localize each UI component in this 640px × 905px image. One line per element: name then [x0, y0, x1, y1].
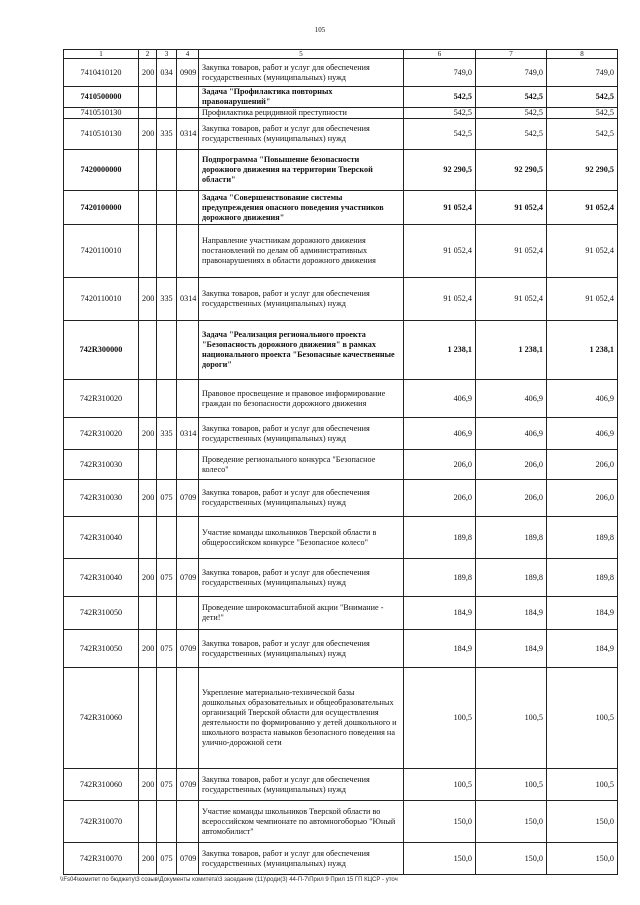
row-value-7: 206,0 — [476, 450, 547, 480]
page-number: 105 — [314, 26, 326, 34]
row-code: 742R310060 — [64, 769, 139, 801]
table-row — [64, 150, 618, 191]
row-col-3 — [157, 380, 177, 418]
row-value-8: 1 238,1 — [547, 321, 618, 380]
column-header: 1 — [64, 50, 139, 59]
row-col-2: 200 — [139, 769, 157, 801]
row-col-3: 075 — [157, 843, 177, 875]
row-col-3 — [157, 225, 177, 278]
row-col-3 — [157, 801, 177, 843]
row-col-4: 0709 — [177, 843, 199, 875]
row-description: Профилактика рецидивной преступности — [199, 108, 404, 119]
row-value-6: 206,0 — [404, 480, 476, 517]
row-col-4: 0314 — [177, 119, 199, 150]
row-col-4 — [177, 597, 199, 630]
row-code: 742R310020 — [64, 418, 139, 450]
row-value-7: 91 052,4 — [476, 278, 547, 321]
row-col-2: 200 — [139, 418, 157, 450]
row-value-6: 184,9 — [404, 597, 476, 630]
column-header: 3 — [157, 50, 177, 59]
column-header: 2 — [139, 50, 157, 59]
row-value-7: 406,9 — [476, 418, 547, 450]
table-row — [64, 418, 618, 450]
row-description: Участие команды школьников Тверской области во всероссийском чемпионате по автомногоборью "Юный автомобилист" — [199, 801, 404, 843]
row-col-2 — [139, 380, 157, 418]
row-value-8: 100,5 — [547, 769, 618, 801]
row-value-8: 542,5 — [547, 108, 618, 119]
row-col-4 — [177, 191, 199, 225]
row-code: 7420110010 — [64, 225, 139, 278]
row-value-8: 206,0 — [547, 450, 618, 480]
row-col-4: 0709 — [177, 630, 199, 668]
row-code: 7420000000 — [64, 150, 139, 191]
row-col-2: 200 — [139, 278, 157, 321]
table-row — [64, 191, 618, 225]
row-value-6: 184,9 — [404, 630, 476, 668]
row-value-8: 406,9 — [547, 380, 618, 418]
row-value-8: 92 290,5 — [547, 150, 618, 191]
table-row — [64, 321, 618, 380]
row-code: 7410500000 — [64, 87, 139, 108]
row-value-6: 189,8 — [404, 559, 476, 597]
row-description: Закупка товаров, работ и услуг для обеспечения государственных (муниципальных) нужд — [199, 559, 404, 597]
row-value-6: 150,0 — [404, 801, 476, 843]
row-value-7: 92 290,5 — [476, 150, 547, 191]
row-value-6: 406,9 — [404, 380, 476, 418]
column-header: 5 — [199, 50, 404, 59]
row-col-4: 0314 — [177, 418, 199, 450]
row-value-7: 184,9 — [476, 597, 547, 630]
row-description: Закупка товаров, работ и услуг для обеспечения государственных (муниципальных) нужд — [199, 278, 404, 321]
row-col-3: 075 — [157, 769, 177, 801]
row-value-8: 189,8 — [547, 517, 618, 559]
row-description: Закупка товаров, работ и услуг для обеспечения государственных (муниципальных) нужд — [199, 119, 404, 150]
row-code: 7420110010 — [64, 278, 139, 321]
row-value-8: 100,5 — [547, 668, 618, 769]
row-col-3: 335 — [157, 418, 177, 450]
table-row — [64, 517, 618, 559]
file-path-footer: \\Fs04\комитет по бюджету\3 созыв\Документы комитета\3 заседание (11)\роди(3) 44-П-7\Прил 9 Прил 15 ГП КЦСР - уточ — [60, 877, 398, 883]
row-code: 742R310070 — [64, 801, 139, 843]
row-value-7: 91 052,4 — [476, 191, 547, 225]
row-col-4 — [177, 108, 199, 119]
row-col-3 — [157, 597, 177, 630]
row-code: 742R310050 — [64, 597, 139, 630]
row-col-2 — [139, 191, 157, 225]
row-value-6: 542,5 — [404, 87, 476, 108]
row-value-7: 542,5 — [476, 119, 547, 150]
row-col-3 — [157, 321, 177, 380]
row-col-3 — [157, 108, 177, 119]
row-col-4 — [177, 450, 199, 480]
row-col-2 — [139, 225, 157, 278]
row-description: Задача "Совершенствование системы предупреждения опасного поведения участников дорожного движения" — [199, 191, 404, 225]
row-value-7: 189,8 — [476, 559, 547, 597]
row-description: Направление участникам дорожного движения постановлений по делам об административных правонарушениях в области дорожного движения — [199, 225, 404, 278]
row-value-8: 150,0 — [547, 843, 618, 875]
table-header-row — [64, 50, 618, 59]
row-code: 7410510130 — [64, 119, 139, 150]
row-col-4 — [177, 321, 199, 380]
row-col-2 — [139, 108, 157, 119]
row-col-4: 0314 — [177, 278, 199, 321]
table-row — [64, 480, 618, 517]
row-value-8: 542,5 — [547, 87, 618, 108]
row-col-3: 335 — [157, 119, 177, 150]
row-col-3 — [157, 668, 177, 769]
row-value-8: 91 052,4 — [547, 225, 618, 278]
row-value-8: 91 052,4 — [547, 191, 618, 225]
row-description: Правовое просвещение и правовое информирование граждан по безопасности дорожного движения — [199, 380, 404, 418]
row-description: Закупка товаров, работ и услуг для обеспечения государственных (муниципальных) нужд — [199, 480, 404, 517]
row-col-2 — [139, 150, 157, 191]
row-value-7: 150,0 — [476, 801, 547, 843]
row-col-2 — [139, 801, 157, 843]
row-code: 742R310050 — [64, 630, 139, 668]
row-code: 742R310070 — [64, 843, 139, 875]
row-value-7: 189,8 — [476, 517, 547, 559]
row-value-8: 189,8 — [547, 559, 618, 597]
row-description: Укрепление материально-технической базы дошкольных образовательных и общеобразовательных организаций Тверской области для осуществления деятельности по формированию у детей дошкольного и школьного возраста навыков безопасного поведения на улично-дорожной сети — [199, 668, 404, 769]
row-col-4 — [177, 225, 199, 278]
row-code: 7410410120 — [64, 59, 139, 87]
row-description: Подпрограмма "Повышение безопасности дорожного движения на территории Тверской области" — [199, 150, 404, 191]
column-header: 8 — [547, 50, 618, 59]
table-row — [64, 87, 618, 108]
row-col-4 — [177, 668, 199, 769]
row-col-2: 200 — [139, 559, 157, 597]
table-row — [64, 278, 618, 321]
row-value-7: 100,5 — [476, 668, 547, 769]
row-col-3 — [157, 150, 177, 191]
row-col-4 — [177, 517, 199, 559]
row-description: Проведение регионального конкурса "Безопасное колесо" — [199, 450, 404, 480]
row-value-8: 184,9 — [547, 597, 618, 630]
row-description: Участие команды школьников Тверской области в общероссийском конкурсе "Безопасное колесо" — [199, 517, 404, 559]
row-value-7: 406,9 — [476, 380, 547, 418]
row-value-6: 1 238,1 — [404, 321, 476, 380]
row-description: Закупка товаров, работ и услуг для обеспечения государственных (муниципальных) нужд — [199, 59, 404, 87]
row-col-2: 200 — [139, 630, 157, 668]
row-code: 7410510130 — [64, 108, 139, 119]
row-value-6: 92 290,5 — [404, 150, 476, 191]
row-code: 742R300000 — [64, 321, 139, 380]
row-col-2 — [139, 597, 157, 630]
table-row — [64, 225, 618, 278]
row-col-2: 200 — [139, 59, 157, 87]
table-row — [64, 769, 618, 801]
row-col-2: 200 — [139, 480, 157, 517]
row-code: 742R310030 — [64, 450, 139, 480]
row-value-7: 1 238,1 — [476, 321, 547, 380]
row-value-6: 91 052,4 — [404, 225, 476, 278]
row-value-7: 91 052,4 — [476, 225, 547, 278]
row-col-4: 0709 — [177, 769, 199, 801]
row-col-2: 200 — [139, 843, 157, 875]
row-value-6: 91 052,4 — [404, 278, 476, 321]
table-row — [64, 380, 618, 418]
row-value-6: 189,8 — [404, 517, 476, 559]
row-col-3: 335 — [157, 278, 177, 321]
row-description: Закупка товаров, работ и услуг для обеспечения государственных (муниципальных) нужд — [199, 769, 404, 801]
row-value-8: 542,5 — [547, 119, 618, 150]
table-row — [64, 119, 618, 150]
row-description: Проведение широкомасштабной акции "Внимание - дети!" — [199, 597, 404, 630]
column-header: 6 — [404, 50, 476, 59]
row-description: Закупка товаров, работ и услуг для обеспечения государственных (муниципальных) нужд — [199, 843, 404, 875]
column-header: 4 — [177, 50, 199, 59]
row-value-7: 184,9 — [476, 630, 547, 668]
row-col-3 — [157, 517, 177, 559]
row-col-3: 034 — [157, 59, 177, 87]
row-value-7: 150,0 — [476, 843, 547, 875]
row-value-6: 406,9 — [404, 418, 476, 450]
row-col-4: 0709 — [177, 480, 199, 517]
row-col-2 — [139, 668, 157, 769]
row-value-8: 150,0 — [547, 801, 618, 843]
table-row — [64, 559, 618, 597]
row-col-4 — [177, 150, 199, 191]
row-col-3 — [157, 87, 177, 108]
row-value-6: 150,0 — [404, 843, 476, 875]
table-row — [64, 597, 618, 630]
row-col-4: 0709 — [177, 559, 199, 597]
row-col-4 — [177, 87, 199, 108]
row-code: 742R310040 — [64, 559, 139, 597]
row-value-6: 749,0 — [404, 59, 476, 87]
row-code: 742R310030 — [64, 480, 139, 517]
row-col-3: 075 — [157, 559, 177, 597]
row-col-2 — [139, 450, 157, 480]
table-row — [64, 59, 618, 87]
row-value-7: 100,5 — [476, 769, 547, 801]
row-col-3: 075 — [157, 630, 177, 668]
row-value-8: 749,0 — [547, 59, 618, 87]
row-code: 7420100000 — [64, 191, 139, 225]
row-value-7: 542,5 — [476, 87, 547, 108]
row-description: Закупка товаров, работ и услуг для обеспечения государственных (муниципальных) нужд — [199, 418, 404, 450]
row-col-2 — [139, 321, 157, 380]
row-col-3: 075 — [157, 480, 177, 517]
row-col-2 — [139, 517, 157, 559]
row-value-8: 206,0 — [547, 480, 618, 517]
row-value-7: 206,0 — [476, 480, 547, 517]
row-col-4: 0909 — [177, 59, 199, 87]
row-code: 742R310040 — [64, 517, 139, 559]
row-description: Задача "Профилактика повторных правонарушений" — [199, 87, 404, 108]
row-value-6: 542,5 — [404, 119, 476, 150]
row-value-6: 91 052,4 — [404, 191, 476, 225]
row-col-2 — [139, 87, 157, 108]
row-value-7: 542,5 — [476, 108, 547, 119]
row-col-3 — [157, 450, 177, 480]
table-row — [64, 843, 618, 875]
row-code: 742R310060 — [64, 668, 139, 769]
row-col-3 — [157, 191, 177, 225]
table-row — [64, 668, 618, 769]
row-value-6: 100,5 — [404, 769, 476, 801]
row-description: Закупка товаров, работ и услуг для обеспечения государственных (муниципальных) нужд — [199, 630, 404, 668]
column-header: 7 — [476, 50, 547, 59]
row-value-6: 206,0 — [404, 450, 476, 480]
row-value-8: 184,9 — [547, 630, 618, 668]
table-row — [64, 801, 618, 843]
table-row — [64, 450, 618, 480]
row-description: Задача "Реализация регионального проекта "Безопасность дорожного движения" в рамках национального проекта "Безопасные качественные дороги" — [199, 321, 404, 380]
budget-table — [63, 49, 618, 875]
row-value-8: 406,9 — [547, 418, 618, 450]
table-row — [64, 630, 618, 668]
row-code: 742R310020 — [64, 380, 139, 418]
row-value-8: 91 052,4 — [547, 278, 618, 321]
row-value-7: 749,0 — [476, 59, 547, 87]
row-col-4 — [177, 380, 199, 418]
row-value-6: 542,5 — [404, 108, 476, 119]
row-col-2: 200 — [139, 119, 157, 150]
row-value-6: 100,5 — [404, 668, 476, 769]
row-col-4 — [177, 801, 199, 843]
table-row — [64, 108, 618, 119]
